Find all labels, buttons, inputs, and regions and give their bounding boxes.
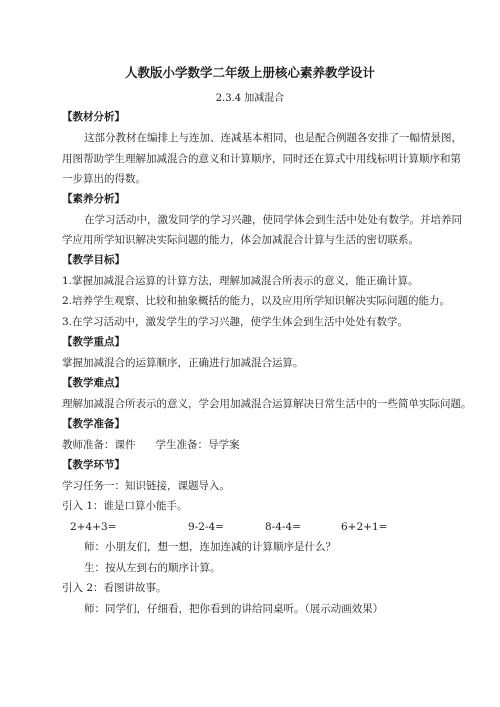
paragraph-line: 教师准备：课件 学生准备：导学案 (62, 439, 240, 451)
heading-teaching-steps: 【教学环节】 (62, 459, 125, 471)
document-title: 人教版小学数学二年级上册核心素养教学设计 (124, 65, 375, 80)
paragraph-line: 这部分教材在编排上与连加、连减基本相同，也是配合例题各安排了一幅情景图， (84, 132, 462, 144)
heading-textbook-analysis: 【教材分析】 (62, 111, 125, 123)
heading-literacy-analysis: 【素养分析】 (62, 193, 125, 205)
paragraph-line: 在学习活动中，激发同学的学习兴趣，使同学体会到生活中处处有数学。并培养同 (84, 214, 462, 226)
paragraph-line: 理解加减混合所表示的意义，学会用加减混合运算解决日常生活中的一些简单实际问题。 (62, 398, 472, 410)
exercise-item: 2+4+3= (70, 521, 117, 533)
paragraph-line: 师：小朋友们，想一想，连加连减的计算顺序是什么？ (84, 541, 336, 553)
paragraph-line: 引入 1：谁是口算小能手。 (62, 500, 188, 512)
heading-teaching-goals: 【教学目标】 (62, 254, 125, 266)
paragraph-line: 掌握加减混合的运算顺序，正确进行加减混合运算。 (62, 357, 304, 369)
heading-teaching-key-point: 【教学重点】 (62, 336, 125, 348)
exercise-item: 8-4-4= (265, 521, 301, 533)
goal-item: 3.在学习活动中，激发学生的学习兴趣，使学生体会到生活中处处有数学。 (62, 316, 409, 328)
paragraph-line: 学应用所学知识解决实际问题的能力，体会加减混合计算与生活的密切联系。 (62, 234, 419, 246)
exercise-item: 6+2+1= (341, 521, 388, 533)
heading-teaching-difficulty: 【教学难点】 (62, 377, 125, 389)
heading-teaching-preparation: 【教学准备】 (62, 418, 125, 430)
paragraph-line: 学习任务一：知识链接，课题导入。 (62, 480, 230, 492)
exercise-row (70, 520, 464, 534)
paragraph-line: 一步算出的得数。 (62, 173, 146, 185)
lesson-subtitle: 2.3.4 加减混合 (215, 93, 285, 104)
paragraph-line: 生：按从左到右的顺序计算。 (84, 562, 221, 574)
goal-item: 1.掌握加减混合运算的计算方法，理解加减混合所表示的意义，能正确计算。 (62, 275, 419, 287)
exercise-item: 9-2-4= (188, 521, 224, 533)
paragraph-line: 师：同学们，仔细看，把你看到的讲给同桌听。（展示动画效果） (84, 603, 384, 615)
goal-item: 2.培养学生观察、比较和抽象概括的能力，以及应用所学知识解决实际问题的能力。 (62, 295, 451, 307)
paragraph-line: 用图帮助学生理解加减混合的意义和计算顺序，同时还在算式中用线标明计算顺序和第 (62, 153, 461, 165)
paragraph-line: 引入 2：看图讲故事。 (62, 582, 167, 594)
